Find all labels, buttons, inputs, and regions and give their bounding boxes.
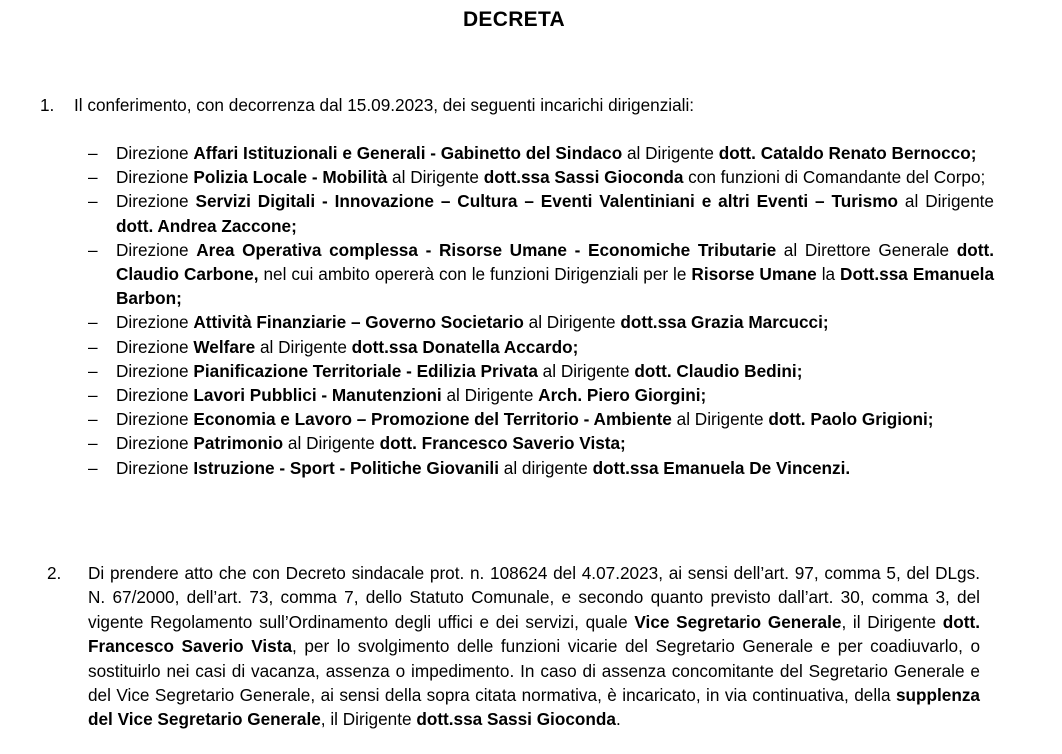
bold-text: dott.ssa Emanuela De Vincenzi. (592, 457, 851, 478)
bold-text: Istruzione - Sport - Politiche Giovanili (193, 457, 499, 478)
bold-text: dott. Cataldo Renato Bernocco; (718, 143, 977, 163)
direction-item (88, 456, 994, 480)
article-1 (40, 93, 1000, 117)
bold-text: dott. Paolo Grigioni; (768, 409, 934, 430)
bold-text: Risorse Umane (691, 264, 817, 285)
dash-bullet: – (88, 433, 98, 454)
directions-list (88, 141, 994, 480)
direction-item (88, 238, 994, 311)
text-segment: al Dirigente (622, 143, 719, 163)
text-segment: Direzione (116, 360, 194, 381)
dash-bullet: – (88, 385, 98, 406)
text-segment: Direzione (116, 409, 194, 430)
bold-text: Affari Istituzionali e Generali - Gabinetto del Sindaco (193, 143, 623, 163)
bold-text: Lavori Pubblici - Manutenzioni (193, 385, 442, 406)
bold-text: dott.ssa Donatella Accardo; (351, 336, 579, 357)
text-segment: , per lo svolgimento delle funzioni vicarie del Segretario Generale e per coadiuvarlo, o sostituirlo nei casi di vacanza, assenza o impedimento. In caso di assenza concomitante del Segretario Generale e del Vice Segretario Generale, ai sensi della sopra citata normativa, è incaricato, in via continuativa, della (88, 636, 980, 706)
text-segment: Direzione (116, 433, 194, 454)
dash-bullet: – (88, 191, 98, 212)
dash-bullet: – (88, 167, 98, 188)
bold-text: Patrimonio (193, 433, 284, 454)
bold-text: Arch. Piero Giorgini; (538, 385, 707, 406)
text-segment: Direzione (116, 312, 194, 333)
bold-text: Polizia Locale - Mobilità (193, 167, 388, 188)
bold-text: dott.ssa Sassi Gioconda (483, 167, 684, 188)
direction-item (88, 359, 994, 383)
article-1-text: Il conferimento, con decorrenza dal 15.09.2023, dei seguenti incarichi dirigenziali: (74, 95, 695, 115)
text-segment: Direzione (116, 457, 194, 478)
text-segment: al Dirigente (898, 191, 994, 212)
bold-text: Vice Segretario Generale (634, 611, 842, 632)
bold-text: Economia e Lavoro – Promozione del Territorio - Ambiente (193, 409, 672, 430)
bold-text: dott.ssa Grazia Marcucci; (620, 312, 829, 333)
bold-text: dott. Francesco Saverio Vista; (379, 433, 626, 454)
bold-text: dott. Francesco Saverio Vista (88, 611, 980, 657)
bold-text: Welfare (193, 336, 256, 357)
direction-item (88, 141, 994, 165)
direction-item (88, 165, 994, 189)
direction-item (88, 431, 994, 455)
text-segment: nel cui ambito opererà con le funzioni Dirigenziali per le (258, 264, 692, 285)
text-segment: con funzioni di Comandante del Corpo; (683, 167, 986, 188)
text-segment: al Dirigente (441, 385, 539, 406)
text-segment: Direzione (116, 239, 197, 260)
direction-item (88, 407, 994, 431)
dash-bullet: – (88, 239, 98, 260)
text-segment: Direzione (116, 191, 196, 212)
article-2-number: 2. (47, 563, 62, 583)
text-segment: al Dirigente (671, 409, 769, 430)
text-segment: Direzione (116, 336, 194, 357)
text-segment: la (816, 264, 841, 285)
dash-bullet: – (88, 360, 98, 381)
dash-bullet: – (88, 312, 98, 333)
text-segment: al dirigente (498, 457, 593, 478)
text-segment: al Dirigente (255, 336, 352, 357)
article-1-number: 1. (40, 95, 55, 115)
direction-item (88, 310, 994, 334)
text-segment: al Dirigente (283, 433, 380, 454)
bold-text: dott. Claudio Bedini; (634, 360, 803, 381)
text-segment: Direzione (116, 143, 194, 163)
text-segment: . (615, 709, 621, 730)
dash-bullet: – (88, 143, 98, 163)
dash-bullet: – (88, 409, 98, 430)
text-segment: Direzione (116, 385, 194, 406)
text-segment: al Dirigente (523, 312, 621, 333)
text-segment: Di prendere atto che con Decreto sindacale prot. n. 108624 del 4.07.2023, ai sensi dell’art. 97, comma 5, del DLgs. N. 67/2000, dell’art. 73, comma 7, dello Statuto Comunale, e secondo quanto previsto dall’art. 30, comma 3, del vigente Regolamento sull’Ordinamento degli uffici e dei servizi, quale (88, 563, 980, 632)
bold-text: supplenza del Vice Segretario Generale (88, 685, 980, 730)
text-segment: Direzione (116, 167, 194, 188)
bold-text: Attività Finanziarie – Governo Societario (193, 312, 524, 333)
bold-text: Dott.ssa Emanuela Barbon; (116, 264, 995, 309)
text-segment: al Direttore Generale (776, 239, 957, 260)
text-segment: , il Dirigente (320, 709, 417, 730)
direction-item (88, 335, 994, 359)
dash-bullet: – (88, 457, 98, 478)
bold-text: Servizi Digitali - Innovazione – Cultura – Eventi Valentiniani e altri Eventi – Turismo (195, 191, 899, 212)
direction-item (88, 383, 994, 407)
bold-text: Pianificazione Territoriale - Edilizia Privata (193, 360, 538, 381)
dash-bullet: – (88, 336, 98, 357)
bold-text: Area Operativa complessa - Risorse Umane - Economiche Tributarie (196, 239, 777, 260)
text-segment: , il Dirigente (841, 611, 943, 632)
article-2 (40, 561, 980, 732)
bold-text: dott. Andrea Zaccone; (116, 215, 297, 236)
document-title: DECRETA (462, 8, 566, 31)
bold-text: dott. Claudio Carbone, (116, 239, 994, 285)
text-segment: al Dirigente (537, 360, 635, 381)
text-segment: al Dirigente (387, 167, 484, 188)
direction-item (88, 189, 994, 237)
article-2-text (88, 561, 980, 732)
bold-text: dott.ssa Sassi Gioconda (416, 709, 616, 730)
